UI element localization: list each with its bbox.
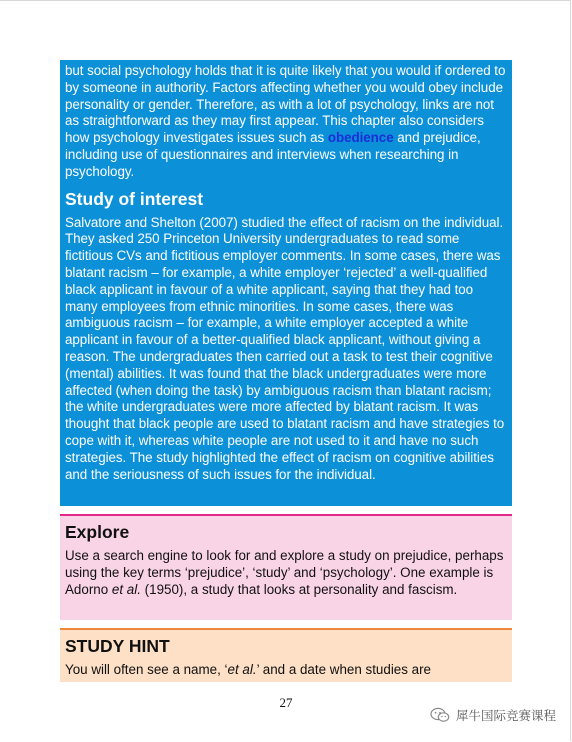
watermark-text: 犀牛国际竞赛课程 — [455, 709, 556, 723]
intro-paragraph — [65, 63, 508, 181]
explore-text-start: Use a search engine to look for and explore a study on prejudice, perhaps using the key terms ‘prejudice’, ‘study’ and ‘psychology’. One example is Adorno — [65, 548, 504, 597]
explore-et-al: et al. — [111, 581, 141, 597]
page-number: 27 — [279, 695, 293, 710]
hint-et-al: et al. — [227, 662, 257, 677]
explore-heading: Explore — [65, 522, 130, 542]
intro-text-start: but social psychology holds that it is quite likely that you would if ordered to by someone in authority. Factors affecting whether you would obey include personality or gender. Therefore, as with a lot of psychology, links are not as straightforward as they may first appear. This chapter also considers how psychology investigates issues such as — [65, 63, 506, 146]
hint-text-start: You will often see a name, ‘ — [65, 662, 228, 677]
study-of-interest-heading: Study of interest — [65, 188, 204, 209]
explore-body — [65, 548, 508, 598]
study-hint-heading: STUDY HINT — [65, 636, 170, 656]
intro-panel — [60, 60, 512, 506]
wechat-icon — [430, 707, 450, 723]
watermark — [430, 705, 556, 725]
hint-text-end: ’ and a date when studies are — [256, 662, 432, 677]
study-hint-panel — [60, 628, 512, 682]
study-hint-body — [65, 662, 508, 679]
obedience-link[interactable]: obedience — [327, 130, 394, 146]
study-of-interest-body: Salvatore and Shelton (2007) studied the effect of racism on the individual. They asked 250 Princeton University undergraduates to read some fictitious CVs and fictitious employer comments. In some cases, there was blatant racism – for example, a white employer ‘rejected’ a well-qualified black applicant in favour of a white applicant, saying that they had too many employees from ethnic minorities. In some cases, there was ambiguous racism – for example, a white employer accepted a white applicant in favour of a better-qualified black applicant, without giving a reason. The undergraduates then carried out a task to test their cognitive (mental) abilities. It was found that the black undergraduates were more affected (when doing the task) by ambiguous racism than blatant racism; the white undergraduates were more affected by blatant racism. It was thought that black people are used to blatant racism and have strategies to cope with it, whereas white people are not used to it and have no such strategies. The study highlighted the effect of racism on cognitive abilities and the seriousness of such issues for the individual. — [65, 214, 505, 482]
explore-panel — [60, 514, 512, 620]
intro-text-end: and prejudice, including use of questionnaires and interviews when researching in psychology. — [65, 130, 481, 179]
explore-text-end: (1950), a study that looks at personality and fascism. — [140, 581, 458, 597]
